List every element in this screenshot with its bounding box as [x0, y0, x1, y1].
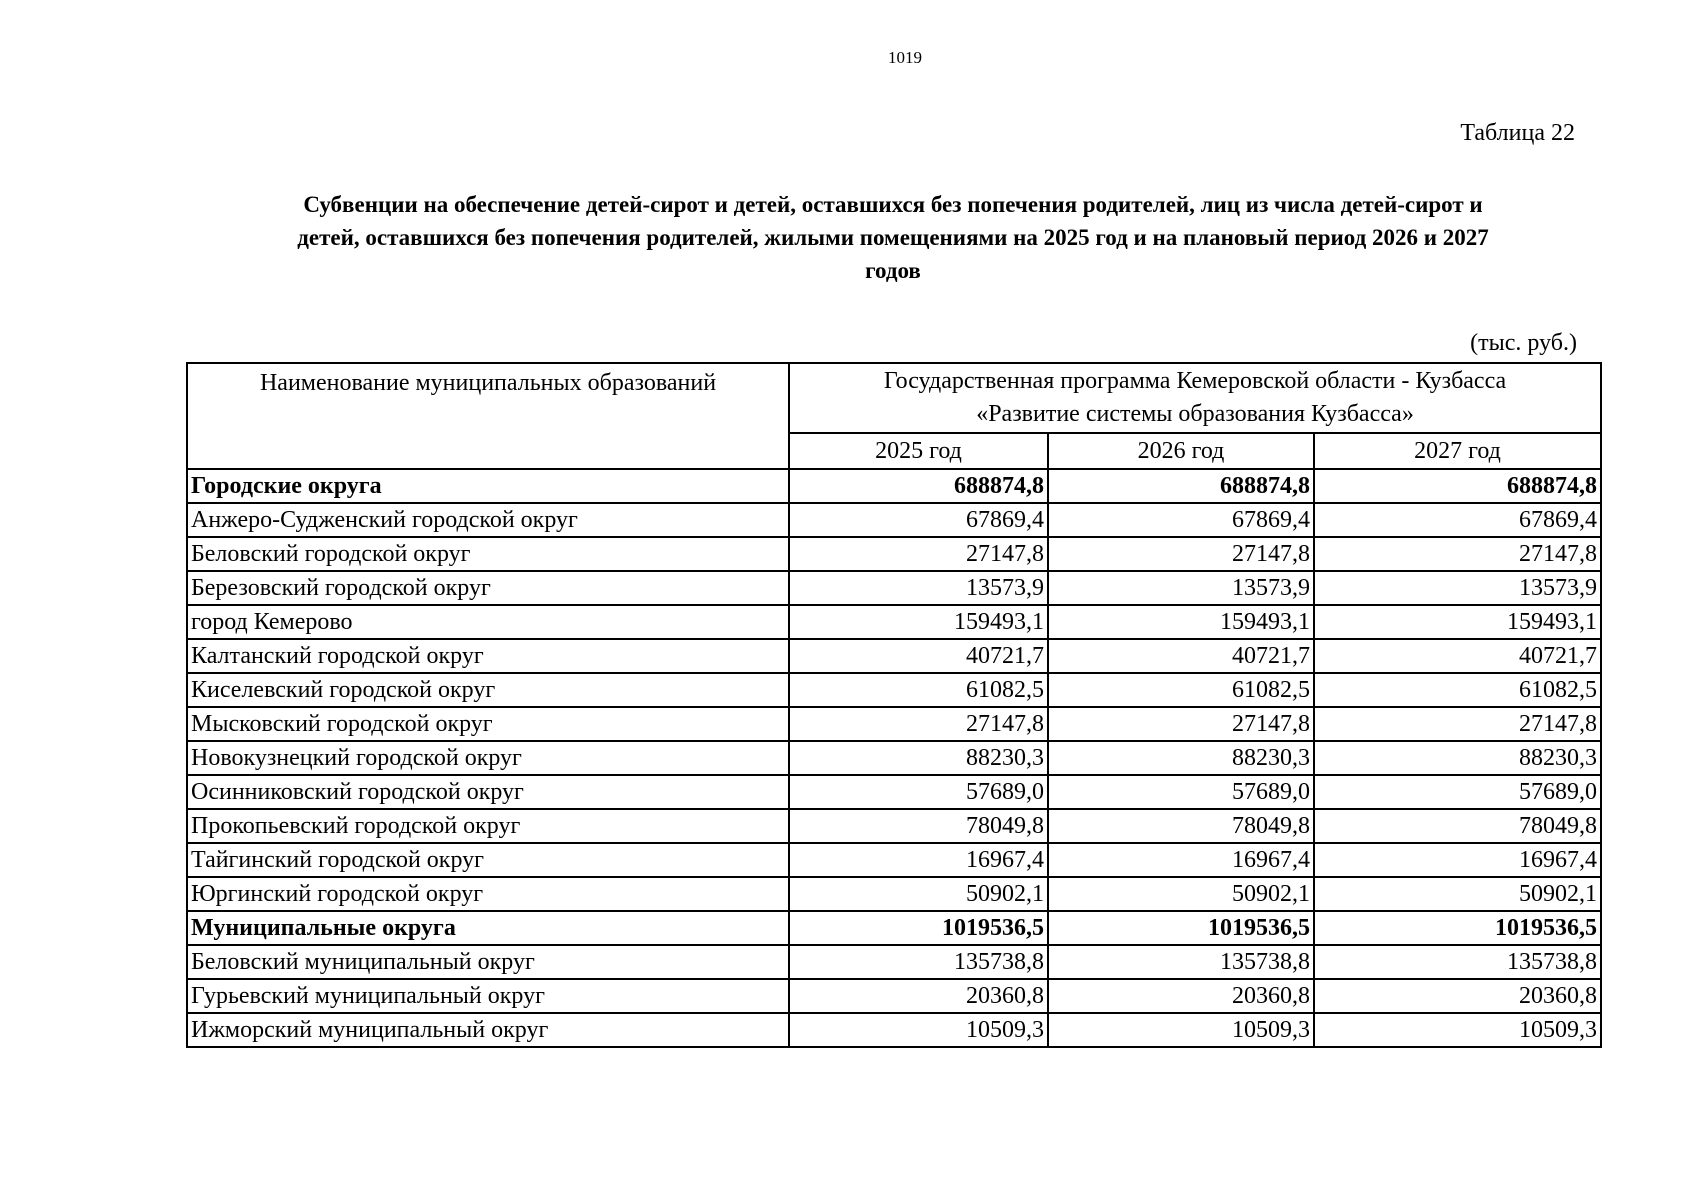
- table-row: [187, 673, 1601, 707]
- table-group-row: [187, 911, 1601, 945]
- title-line: детей, оставшихся без попечения родителей, жилыми помещениями на 2025 год и на плановый период 2026 и 2027: [297, 225, 1489, 250]
- value-cell: 61082,5: [1314, 673, 1601, 707]
- value-cell: 159493,1: [1314, 605, 1601, 639]
- municipality-name-cell: Беловский городской округ: [187, 537, 789, 571]
- value-cell: 688874,8: [789, 469, 1048, 503]
- table-row: [187, 945, 1601, 979]
- value-cell: 1019536,5: [1048, 911, 1314, 945]
- value-cell: 159493,1: [789, 605, 1048, 639]
- value-cell: 20360,8: [1314, 979, 1601, 1013]
- title-line: Субвенции на обеспечение детей-сирот и детей, оставшихся без попечения родителей, лиц из числа детей-сирот и: [303, 192, 1483, 217]
- header-year-2027: 2027 год: [1314, 433, 1601, 469]
- municipality-name-cell: Прокопьевский городской округ: [187, 809, 789, 843]
- value-cell: 27147,8: [1314, 707, 1601, 741]
- value-cell: 135738,8: [789, 945, 1048, 979]
- value-cell: 88230,3: [1314, 741, 1601, 775]
- municipality-name-cell: Ижморский муниципальный округ: [187, 1013, 789, 1047]
- value-cell: 78049,8: [1048, 809, 1314, 843]
- page-number: 1019: [888, 48, 922, 67]
- header-program-line: Государственная программа Кемеровской области - Кузбасса: [883, 368, 1507, 394]
- value-cell: 13573,9: [1048, 571, 1314, 605]
- header-program-line: «Развитие системы образования Кузбасса»: [976, 401, 1414, 427]
- municipality-name-cell: Анжеро-Судженский городской округ: [187, 503, 789, 537]
- value-cell: 40721,7: [1314, 639, 1601, 673]
- municipality-name-cell: город Кемерово: [187, 605, 789, 639]
- value-cell: 67869,4: [1048, 503, 1314, 537]
- table-row: [187, 639, 1601, 673]
- value-cell: 78049,8: [1314, 809, 1601, 843]
- table-row: [187, 843, 1601, 877]
- value-cell: 27147,8: [789, 707, 1048, 741]
- value-cell: 67869,4: [789, 503, 1048, 537]
- municipality-name-cell: Новокузнецкий городской округ: [187, 741, 789, 775]
- value-cell: 57689,0: [1314, 775, 1601, 809]
- value-cell: 135738,8: [1314, 945, 1601, 979]
- value-cell: 78049,8: [789, 809, 1048, 843]
- header-year-2025: 2025 год: [789, 433, 1048, 469]
- value-cell: 50902,1: [1048, 877, 1314, 911]
- municipality-name-cell: Городские округа: [187, 469, 789, 503]
- value-cell: 20360,8: [789, 979, 1048, 1013]
- document-title: [186, 188, 1600, 287]
- value-cell: 88230,3: [789, 741, 1048, 775]
- table-row: [187, 741, 1601, 775]
- municipality-name-cell: Тайгинский городской округ: [187, 843, 789, 877]
- value-cell: 135738,8: [1048, 945, 1314, 979]
- title-line: годов: [865, 258, 921, 283]
- value-cell: 1019536,5: [1314, 911, 1601, 945]
- header-year-2026: 2026 год: [1048, 433, 1314, 469]
- table-row: [187, 707, 1601, 741]
- value-cell: 13573,9: [789, 571, 1048, 605]
- municipality-name-cell: Киселевский городской округ: [187, 673, 789, 707]
- header-program: [789, 363, 1601, 433]
- table-label: Таблица 22: [1460, 120, 1575, 146]
- value-cell: 50902,1: [1314, 877, 1601, 911]
- value-cell: 50902,1: [789, 877, 1048, 911]
- table-row: [187, 877, 1601, 911]
- value-cell: 27147,8: [1048, 707, 1314, 741]
- table-row: [187, 809, 1601, 843]
- value-cell: 27147,8: [1048, 537, 1314, 571]
- municipality-name-cell: Муниципальные округа: [187, 911, 789, 945]
- municipality-name-cell: Осинниковский городской округ: [187, 775, 789, 809]
- table-row: [187, 503, 1601, 537]
- value-cell: 159493,1: [1048, 605, 1314, 639]
- value-cell: 40721,7: [789, 639, 1048, 673]
- table-group-row: [187, 469, 1601, 503]
- value-cell: 16967,4: [1314, 843, 1601, 877]
- value-cell: 27147,8: [789, 537, 1048, 571]
- value-cell: 61082,5: [1048, 673, 1314, 707]
- value-cell: 88230,3: [1048, 741, 1314, 775]
- value-cell: 10509,3: [1314, 1013, 1601, 1047]
- value-cell: 10509,3: [1048, 1013, 1314, 1047]
- value-cell: 57689,0: [1048, 775, 1314, 809]
- municipality-name-cell: Березовский городской округ: [187, 571, 789, 605]
- value-cell: 61082,5: [789, 673, 1048, 707]
- table-row: [187, 605, 1601, 639]
- municipality-name-cell: Калтанский городской округ: [187, 639, 789, 673]
- table-row: [187, 537, 1601, 571]
- value-cell: 57689,0: [789, 775, 1048, 809]
- value-cell: 688874,8: [1048, 469, 1314, 503]
- table-body: [187, 469, 1601, 1047]
- value-cell: 1019536,5: [789, 911, 1048, 945]
- table-row: [187, 1013, 1601, 1047]
- subsidies-table: [186, 362, 1602, 1048]
- units-label: (тыс. руб.): [1470, 330, 1577, 356]
- value-cell: 27147,8: [1314, 537, 1601, 571]
- value-cell: 16967,4: [789, 843, 1048, 877]
- table-row: [187, 979, 1601, 1013]
- municipality-name-cell: Мысковский городской округ: [187, 707, 789, 741]
- value-cell: 40721,7: [1048, 639, 1314, 673]
- value-cell: 13573,9: [1314, 571, 1601, 605]
- municipality-name-cell: Гурьевский муниципальный округ: [187, 979, 789, 1013]
- table-row: [187, 775, 1601, 809]
- value-cell: 20360,8: [1048, 979, 1314, 1013]
- value-cell: 16967,4: [1048, 843, 1314, 877]
- municipality-name-cell: Юргинский городской округ: [187, 877, 789, 911]
- value-cell: 67869,4: [1314, 503, 1601, 537]
- value-cell: 688874,8: [1314, 469, 1601, 503]
- table-row: [187, 571, 1601, 605]
- value-cell: 10509,3: [789, 1013, 1048, 1047]
- municipality-name-cell: Беловский муниципальный округ: [187, 945, 789, 979]
- header-municipality-name: Наименование муниципальных образований: [187, 363, 789, 469]
